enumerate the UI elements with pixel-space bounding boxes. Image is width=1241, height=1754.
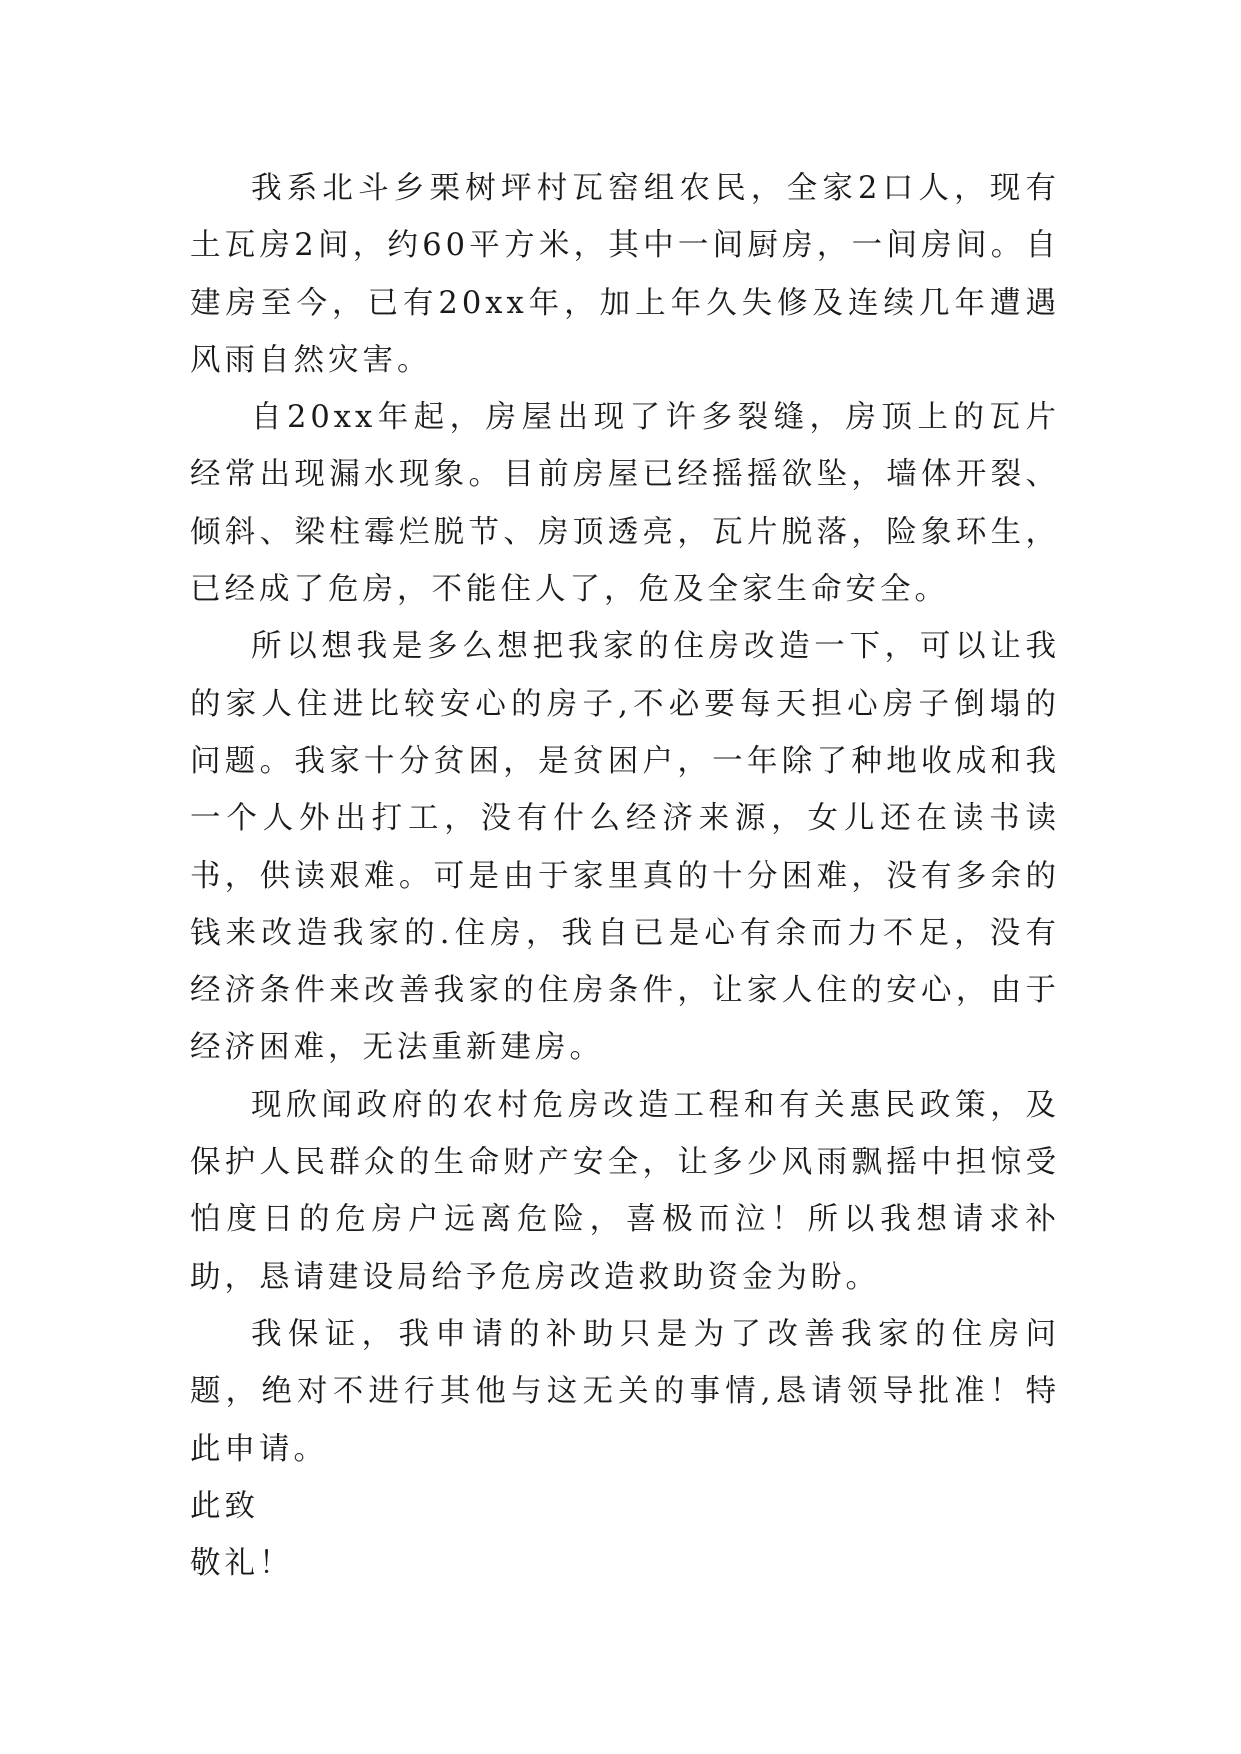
closing-salutation: 此致 xyxy=(190,1488,259,1524)
paragraph-house-description: 我系北斗乡栗树坪村瓦窑组农民，全家2口人，现有土瓦房2间，约60平方米，其中一间厨房，一间房间。自建房至今，已有20xx年，加上年久失修及连续几年遭遇风雨自然灾害。 xyxy=(190,171,1060,378)
paragraph-house-damage: 自20xx年起，房屋出现了许多裂缝，房顶上的瓦片经常出现漏水现象。目前房屋已经摇摇欲坠，墙体开裂、倾斜、梁柱霉烂脱节、房顶透亮，瓦片脱落，险象环生，已经成了危房，不能住人了，危及全家生命安全。 xyxy=(190,400,1060,608)
paragraph-family-hardship: 所以想我是多么想把我家的住房改造一下，可以让我的家人住进比较安心的房子,不必要每天担心房子倒塌的问题。我家十分贫困，是贫困户，一年除了种地收成和我一个人外出打工，没有什么经济来源，女儿还在读书读书，供读艰难。可是由于家里真的十分困难，没有多余的钱来改造我家的.住房，我自已是心有余而力不足，没有经济条件来改善我家的住房条件，让家人住的安心，由于经济困难，无法重新建房。 xyxy=(190,629,1060,1066)
closing-regards: 敬礼！ xyxy=(190,1546,294,1582)
paragraph-guarantee: 我保证，我申请的补助只是为了改善我家的住房问题，绝对不进行其他与这无关的事情,恳请领导批准！特此申请。 xyxy=(190,1316,1060,1467)
paragraph-subsidy-request: 现欣闻政府的农村危房改造工程和有关惠民政策，及保护人民群众的生命财产安全，让多少风雨飘摇中担惊受怕度日的危房户远离危险，喜极而泣！所以我想请求补助，恳请建设局给予危房改造救助资金为盼。 xyxy=(190,1087,1060,1295)
letter-body xyxy=(190,160,1060,1592)
